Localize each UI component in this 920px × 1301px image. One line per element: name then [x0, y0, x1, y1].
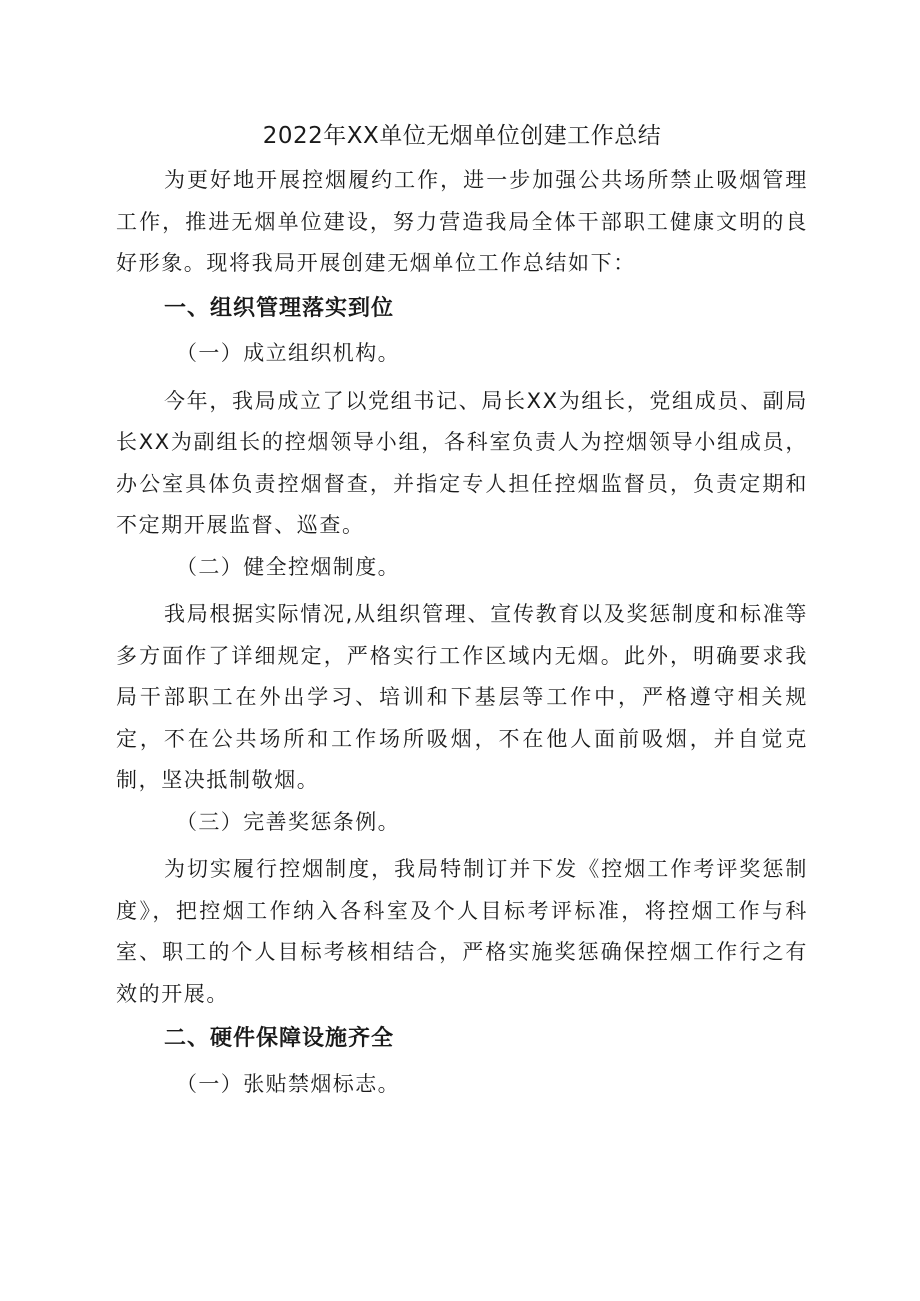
subheading-1-2: （二）健全控烟制度。 [176, 554, 400, 579]
paragraph-1-1: 今年，我局成立了以党组书记、局长XX为组长，党组成员、副局长XX为副组长的控烟领导小组，各科室负责人为控烟领导小组成员，办公室具体负责控烟督查，并指定专人担任控烟监督员，负责定期和不定期开展监督、巡查。 [116, 388, 808, 537]
document-body [116, 116, 808, 1111]
paragraph-1-3: 为切实履行控烟制度，我局特制订并下发《控烟工作考评奖惩制度》，把控烟工作纳入各科室及个人目标考评标准，将控烟工作与科室、职工的个人目标考核相结合，严格实施奖惩确保控烟工作行之有效的开展。 [116, 857, 808, 1006]
subheading-2-1: （一）张贴禁烟标志。 [176, 1071, 400, 1096]
section-heading-1: 一、组织管理落实到位 [164, 295, 395, 321]
paragraph-1-2: 我局根据实际情况,从组织管理、宣传教育以及奖惩制度和标准等多方面作了详细规定，严格实行工作区域内无烟。此外，明确要求我局干部职工在外出学习、培训和下基层等工作中，严格遵守相关规定，不在公共场所和工作场所吸烟，不在他人面前吸烟，并自觉克制，坚决抵制敬烟。 [116, 602, 808, 792]
subheading-1-3: （三）完善奖惩条例。 [176, 809, 400, 834]
intro-paragraph: 为更好地开展控烟履约工作，进一步加强公共场所禁止吸烟管理工作，推进无烟单位建设，努力营造我局全体干部职工健康文明的良好形象。现将我局开展创建无烟单位工作总结如下： [116, 168, 808, 275]
subheading-1-1: （一）成立组织机构。 [176, 341, 400, 365]
document-title: 2022年XX单位无烟单位创建工作总结 [262, 123, 662, 149]
section-heading-2: 二、硬件保障设施齐全 [164, 1026, 395, 1051]
